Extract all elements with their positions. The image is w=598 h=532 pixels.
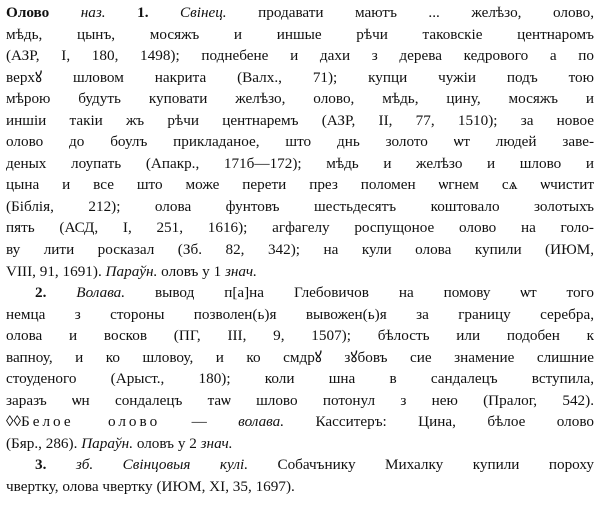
entry-bold-text: 3. [35,456,47,474]
entry-line [6,282,594,304]
entry-italic-text: Параўн. [105,262,158,280]
entry-text: оловъ у 2 [133,434,201,452]
entry-text: пять (АСД, I, 251, 1616); агфагелу роспущоное олово на голо- [6,219,594,237]
entry-line [6,433,594,455]
entry-text: олова и восков (ПГ, III, 9, 1507); бѣлость или подобен к [6,327,594,345]
entry-bold-text: 2. [35,284,47,302]
entry-text: вывод п[а]на Глебовичов на помову ѡт того [125,284,594,302]
entry-text: продавати маютъ ... желѣзо, олово, [226,4,594,21]
entry-italic-text: Свінец. [180,4,227,21]
entry-line [6,88,594,110]
entry-line [6,239,594,261]
entry-text: — [160,413,239,431]
entry-text: стоуденого (Арыст., 180); коли шна в сандалецъ вступила, [6,370,594,388]
entry-bold-text: Олово [6,4,50,21]
entry-line [6,454,594,476]
entry-italic-text: волава. [238,413,285,431]
entry-bold-text: 1. [137,4,149,21]
entry-text: вапноу, и ко шловоу, и ко смдрꙋ зꙋбовъ сие знамение слишние [6,348,594,366]
entry-line [6,196,594,218]
entry-text: цына и все што може перети през поломен ѡгнем сѧ ѡчистит [6,176,594,194]
entry-text: заразъ ѡн сондалецъ таѡ шлово потонул з нею (Пралог, 542). [6,391,594,409]
entry-text [149,4,181,21]
entry-text [46,284,76,301]
entry-line [6,110,594,132]
entry-line [6,24,594,46]
entry-text: иншіи такіи жъ рѣчи центнаремъ (АЗР, II, 77, 1510); за новое [6,111,594,129]
entry-text: (АЗР, I, 180, 1498); поднебене и дахи з дерева кедрового а по [6,47,594,65]
entry-line [6,67,594,89]
entry-line [6,153,594,175]
entry-text: Касситеръ: Цина, бѣлое олово [284,413,594,431]
entry-text: немца з стороны позволен(ь)я вывожен(ь)я за границу серебра, [6,305,594,323]
entry-text: чвертку, олова чвертку (ИЮМ, XI, 35, 1697). [6,478,295,496]
entry-line [6,304,594,326]
entry-text: VIII, 91, 1691). [6,262,106,280]
entry-text: оловъ у 1 [157,262,225,280]
entry-line [6,174,594,196]
entry-italic-text: Параўн. [81,434,134,452]
entry-line [6,476,594,498]
entry-text: Собачънику Михалку купили пороху [248,456,594,474]
entry-line [6,217,594,239]
entry-text: мѣдь, цынъ, мосяжъ и иншые рѣчи таковскіе центнаромъ [6,25,594,43]
entry-text: деных лоупать (Апакр., 171б—172); мѣдь и желѣзо и шлово и [6,154,594,172]
entry-text [49,4,81,21]
entry-text: верхꙋ шловом накрита (Валх., 71); купци чужіи подъ тою [6,68,594,86]
entry-text: Белое олово [21,413,161,431]
entry-italic-text: знач. [224,262,257,280]
entry-line [6,325,594,347]
entry-text [106,4,138,21]
entry-italic-text: знач. [200,434,233,452]
entry-line [6,411,594,433]
entry-italic-text: зб. Свінцовыя кулі. [75,456,248,474]
entry-italic-text: Волава. [76,284,126,302]
entry-text [46,456,75,473]
entry-line [6,347,594,369]
entry-text: ву лити росказал (Зб. 82, 342); на кули олова купили (ИЮМ, [6,241,594,259]
entry-text: (Біблія, 212); олова фунтовъ шестьдесятъ коштовало золотыхъ [6,197,594,215]
entry-line [6,2,594,24]
entry-line [6,131,594,153]
entry-line [6,390,594,412]
entry-text: мѣрою будуть куповати желѣзо, олово, мѣдь, цину, мосяжъ и [6,90,594,108]
entry-text: олово до боулъ прикладаное, што днь золото ѡт людей заве- [6,133,594,151]
entry-text: (Бяр., 286). [6,434,82,452]
entry-italic-text: наз. [80,4,106,21]
entry-line [6,368,594,390]
entry-text: ◊◊ [6,413,22,431]
entry-line [6,45,594,67]
entry-line [6,261,594,283]
